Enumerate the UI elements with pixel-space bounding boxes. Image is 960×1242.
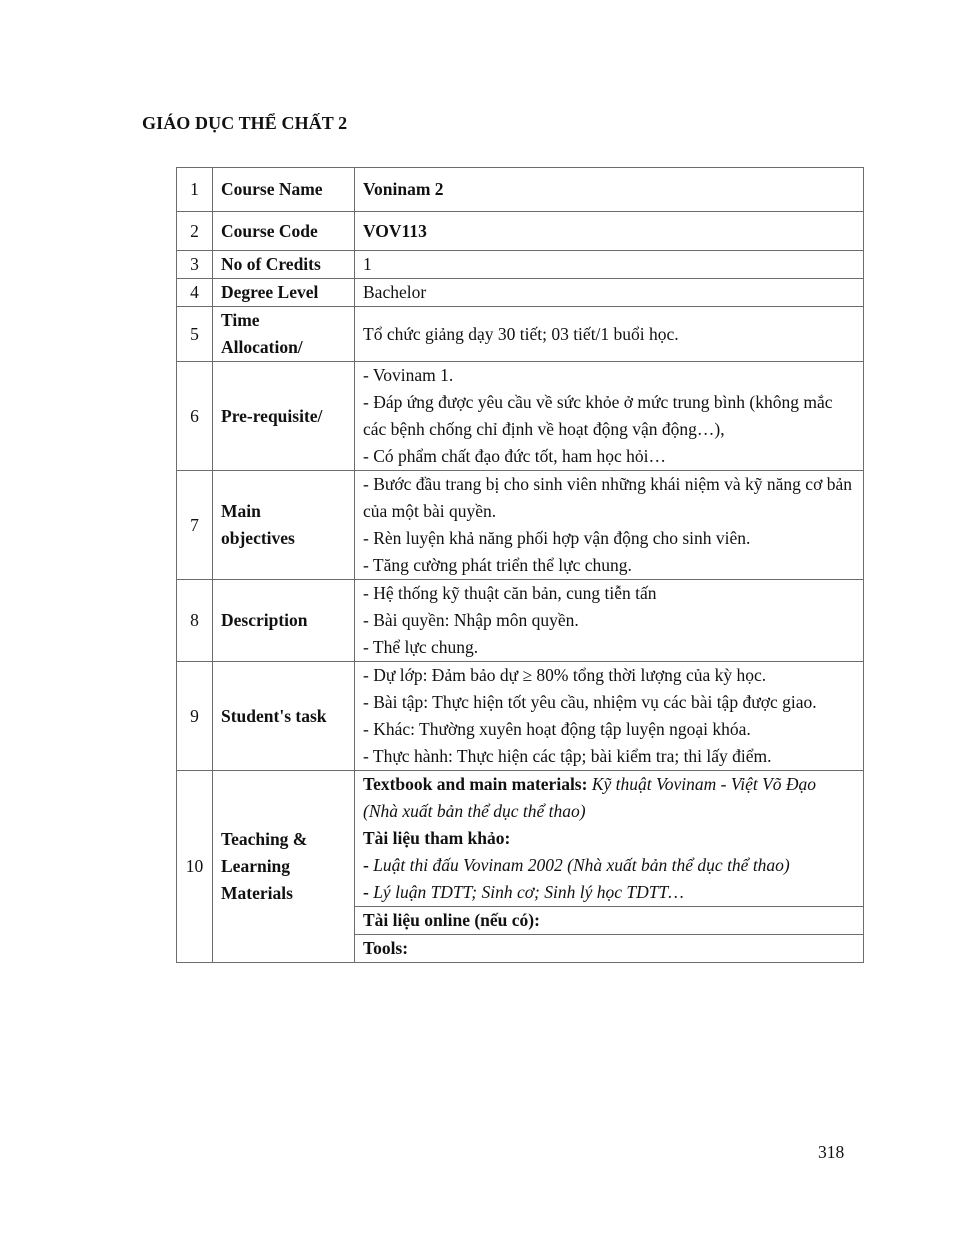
row-label (213, 771, 355, 963)
reference-text: Lý luận TDTT; Sinh cơ; Sinh lý học TDTT… (373, 882, 684, 902)
row-label: Degree Level (213, 279, 355, 307)
row-number: 8 (177, 580, 213, 662)
row-label-line: Main (221, 501, 261, 521)
tools-label: Tools: (355, 935, 864, 963)
course-name-value: Voninam 2 (355, 168, 864, 212)
row-number: 7 (177, 471, 213, 580)
main-objectives-value (355, 471, 864, 580)
reference-dash: - (363, 882, 374, 902)
table-row-description (177, 580, 864, 662)
row-number: 3 (177, 251, 213, 279)
table-row-teaching-materials (177, 771, 864, 907)
row-label: Course Name (213, 168, 355, 212)
row-label: Course Code (213, 212, 355, 251)
row-number: 1 (177, 168, 213, 212)
course-syllabus-table (176, 167, 864, 963)
row-label-line: Teaching & (221, 829, 308, 849)
students-task-value (355, 662, 864, 771)
list-item: - Dự lớp: Đảm bảo dự ≥ 80% tổng thời lượng của kỳ học. (363, 665, 767, 685)
row-number: 6 (177, 362, 213, 471)
reference-dash: - (363, 855, 374, 875)
list-item: - Thực hành: Thực hiện các tập; bài kiểm tra; thi lấy điểm. (363, 746, 772, 766)
list-item: - Đáp ứng được yêu cầu về sức khỏe ở mức trung bình (không mắc các bệnh chống chỉ định về hoạt động vận động…), (363, 392, 833, 439)
table-row-course-code (177, 212, 864, 251)
table-row-students-task (177, 662, 864, 771)
table-row-credits (177, 251, 864, 279)
textbook-label: Textbook and main materials: (363, 774, 588, 794)
list-item: - Rèn luyện khả năng phối hợp vận động cho sinh viên. (363, 528, 751, 548)
row-label-line: Time (221, 310, 260, 330)
reference-item (363, 879, 855, 906)
table-row-degree-level (177, 279, 864, 307)
page-number: 318 (818, 1142, 845, 1162)
reference-item (363, 852, 855, 879)
row-label: No of Credits (213, 251, 355, 279)
row-label-line: Learning (221, 856, 291, 876)
row-label: Pre-requisite/ (213, 362, 355, 471)
degree-level-value: Bachelor (355, 279, 864, 307)
list-item: - Bài tập: Thực hiện tốt yêu cầu, nhiệm vụ các bài tập được giao. (363, 692, 817, 712)
references-label: Tài liệu tham khảo: (363, 828, 511, 848)
row-label: Student's task (213, 662, 355, 771)
row-number: 5 (177, 307, 213, 362)
list-item: - Hệ thống kỹ thuật căn bản, cung tiễn tấn (363, 583, 657, 603)
textbook-value: Kỹ thuật Vovinam - Việt Võ Đạo (Nhà xuất bản thể dục thể thao) (363, 774, 817, 821)
list-item: - Có phẩm chất đạo đức tốt, ham học hỏi… (363, 446, 667, 466)
description-value (355, 580, 864, 662)
list-item: - Thể lực chung. (363, 637, 479, 657)
table-row-main-objectives (177, 471, 864, 580)
credits-value: 1 (355, 251, 864, 279)
row-label (213, 471, 355, 580)
list-item: - Khác: Thường xuyên hoạt động tập luyện ngoại khóa. (363, 719, 751, 739)
row-label-line: objectives (221, 528, 295, 548)
row-number: 10 (177, 771, 213, 963)
row-number: 2 (177, 212, 213, 251)
prerequisite-value (355, 362, 864, 471)
table-row-time-allocation (177, 307, 864, 362)
list-item: - Bài quyền: Nhập môn quyền. (363, 610, 579, 630)
row-number: 4 (177, 279, 213, 307)
row-label-line: Allocation/ (221, 337, 303, 357)
page-title: GIÁO DỤC THỂ CHẤT 2 (142, 113, 348, 133)
reference-text: Luật thi đấu Vovinam 2002 (Nhà xuất bản thể dục thể thao) (373, 855, 790, 875)
course-code-value: VOV113 (355, 212, 864, 251)
list-item: - Tăng cường phát triển thể lực chung. (363, 555, 632, 575)
table-row-prerequisite (177, 362, 864, 471)
list-item: - Bước đầu trang bị cho sinh viên những khái niệm và kỹ năng cơ bản của một bài quyền. (363, 474, 852, 521)
online-materials-label: Tài liệu online (nếu có): (355, 907, 864, 935)
row-number: 9 (177, 662, 213, 771)
list-item: - Vovinam 1. (363, 365, 454, 385)
materials-value (355, 771, 864, 907)
textbook-entry (363, 771, 855, 825)
row-label: Description (213, 580, 355, 662)
row-label-line: Materials (221, 883, 293, 903)
table-row-course-name (177, 168, 864, 212)
time-allocation-value: Tổ chức giảng dạy 30 tiết; 03 tiết/1 buổi học. (355, 307, 864, 362)
row-label (213, 307, 355, 362)
